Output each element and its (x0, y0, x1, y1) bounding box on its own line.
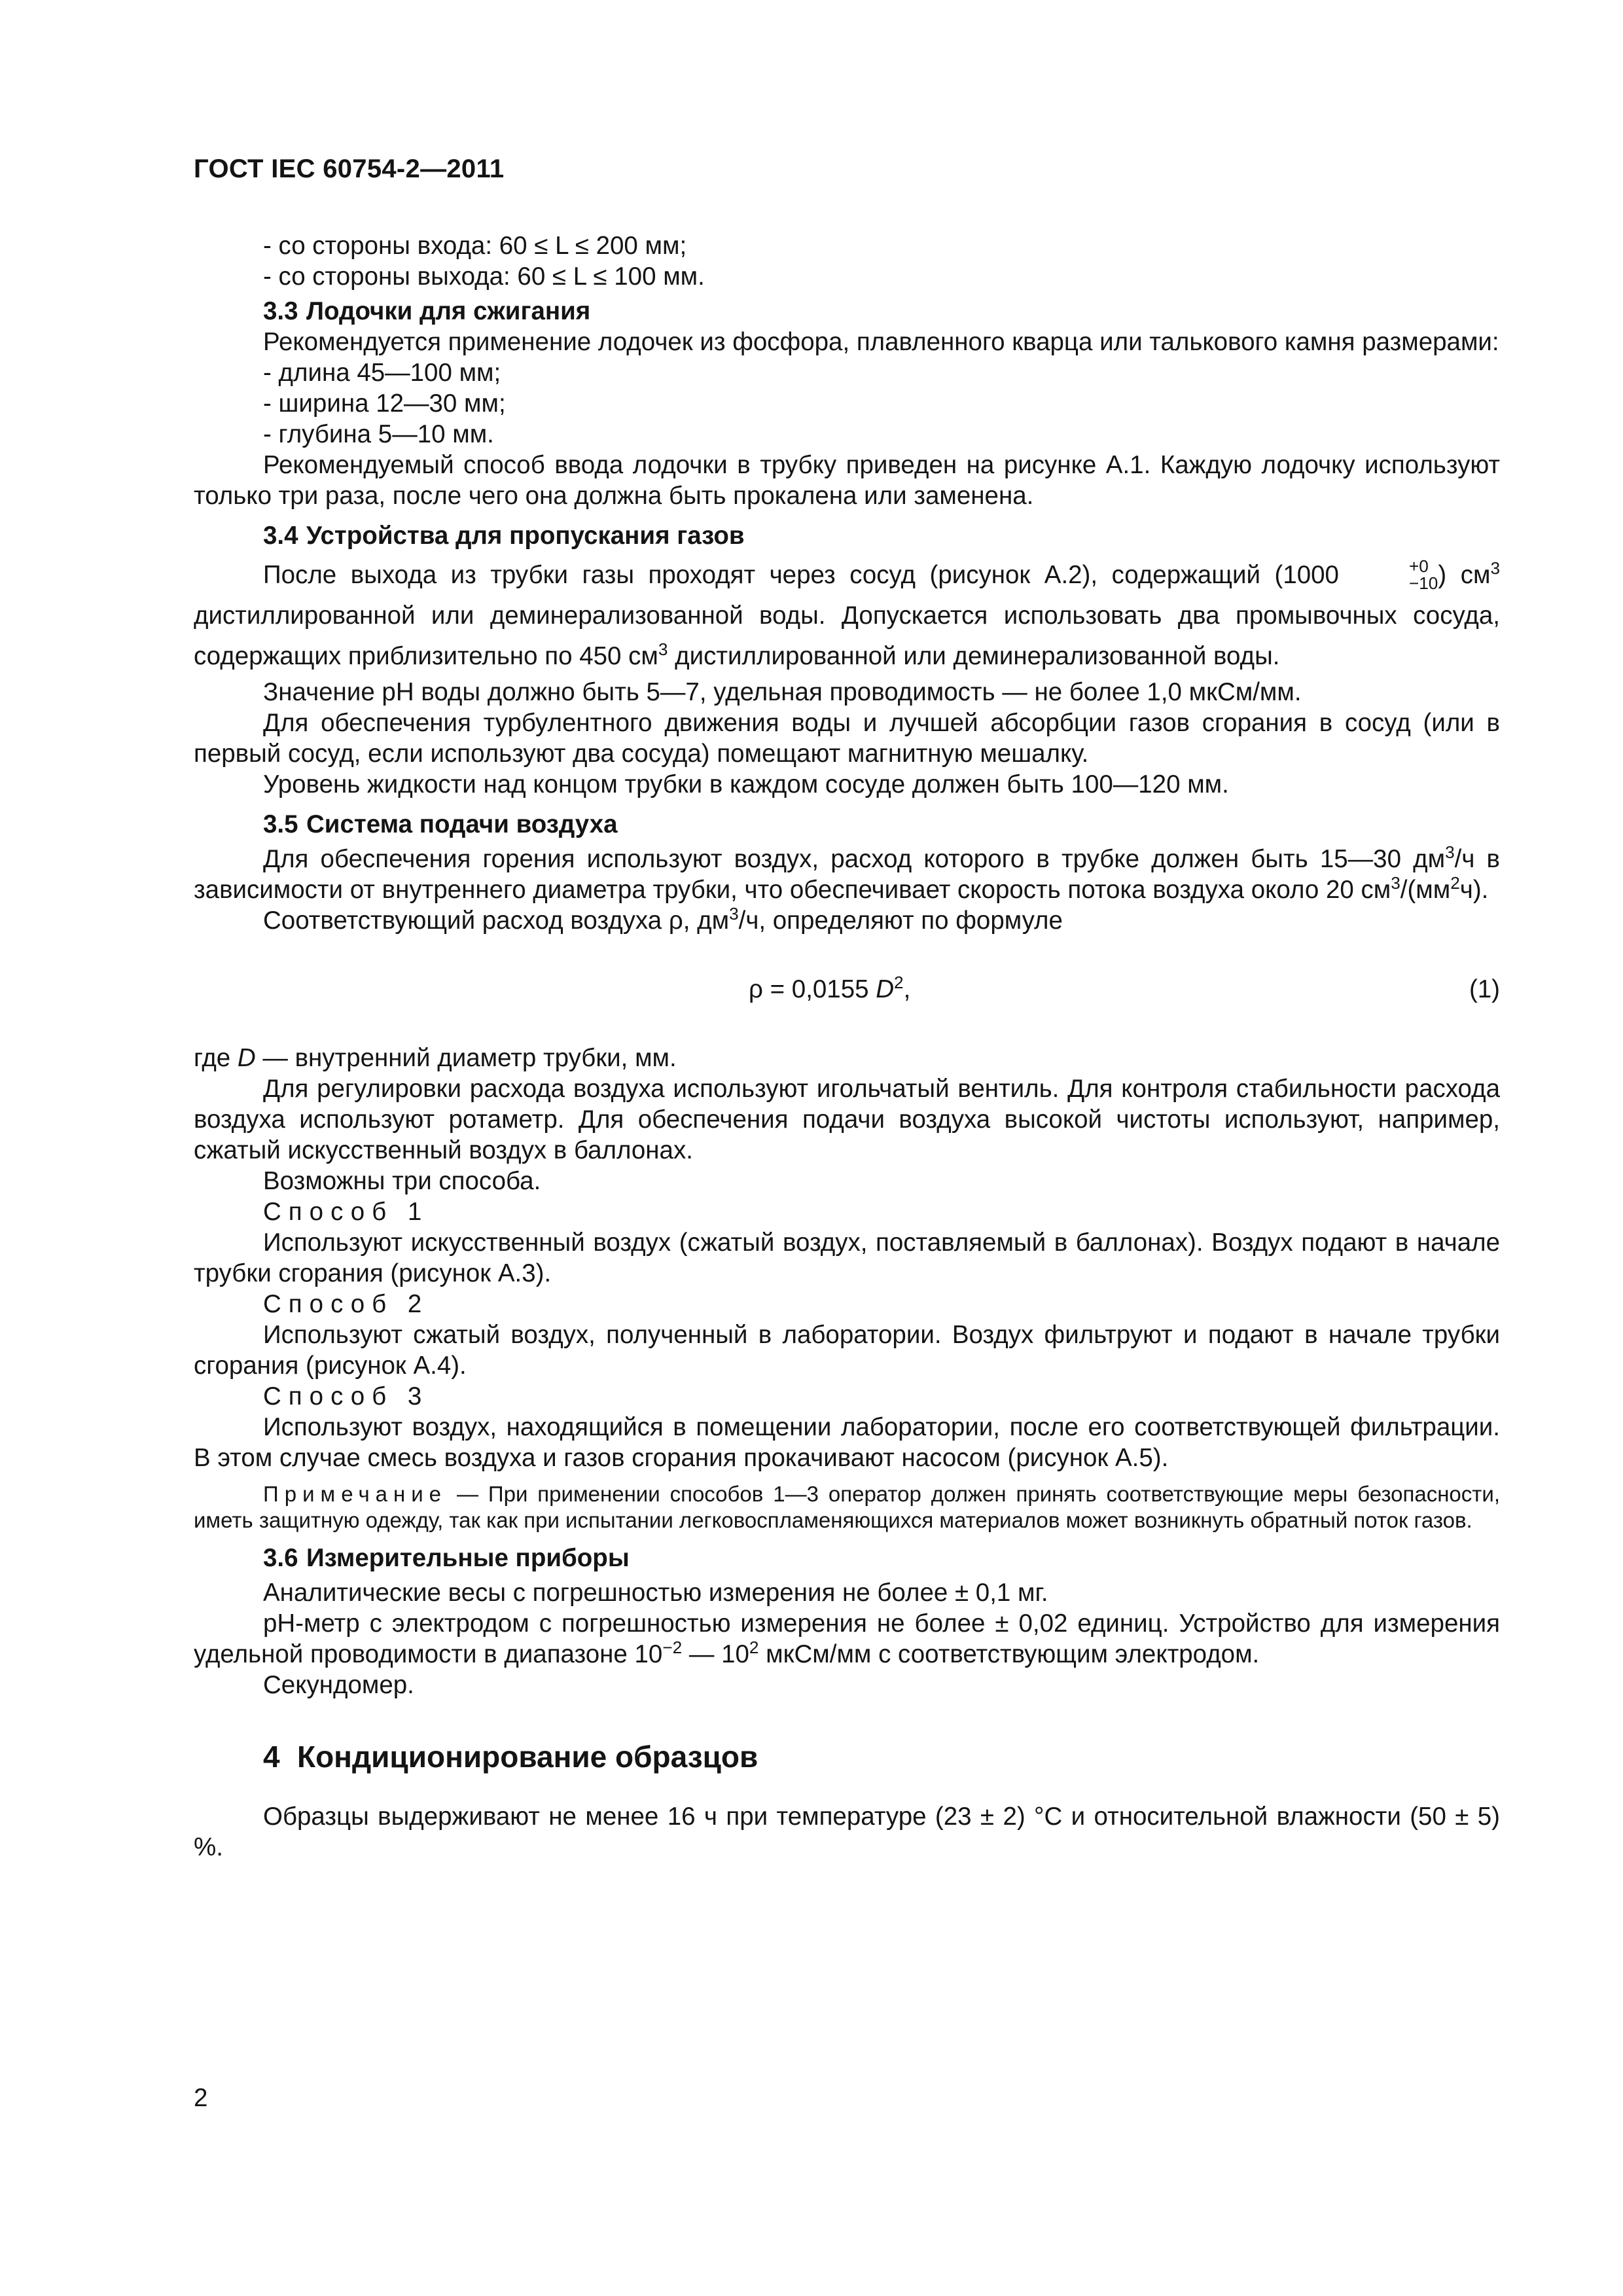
formula (194, 974, 1500, 1005)
section-number: 3.5 (263, 810, 298, 838)
superscript: 3 (658, 639, 668, 660)
superscript: 2 (749, 1638, 759, 1658)
section-title: Система подачи воздуха (306, 810, 618, 838)
formula-lhs: ρ = 0,0155 (749, 975, 876, 1003)
paragraph: Возможны три способа. (263, 1167, 541, 1195)
text: дистиллированной или деминерализованной воды. Допускается использовать два промывочных сосуда, содержащих приблизительно по 450 см (194, 601, 1500, 670)
text: Соответствующий расход воздуха ρ, дм (263, 906, 730, 935)
section-number: 4 (263, 1740, 280, 1774)
text: — внутренний диаметр трубки, мм. (255, 1044, 677, 1072)
list-item: - длина 45—100 мм; (263, 359, 501, 387)
text: После выхода из трубки газы проходят через сосуд (рисунок А.2), содержащий (1000 (263, 561, 1339, 589)
paragraph: Используют сжатый воздух, полученный в лаборатории. Воздух фильтруют и подают в начале трубки сгорания (рисунок А.4). (194, 1321, 1500, 1380)
text: Для обеспечения горения используют воздух, расход которого в трубке должен быть 15—30 дм (263, 845, 1446, 873)
formula-number: (1) (1469, 975, 1500, 1003)
text: — 10 (682, 1640, 749, 1668)
list-item: - глубина 5—10 мм. (263, 420, 494, 448)
method-2-label: Способ 2 (263, 1290, 429, 1318)
section-heading-3-6 (194, 1543, 1500, 1573)
paragraph: Используют искусственный воздух (сжатый воздух, поставляемый в баллонах). Воздух подают в начале трубки сгорания (рисунок А.3). (194, 1229, 1500, 1287)
paragraph: Используют воздух, находящийся в помещении лаборатории, после его соответствующей фильтрации. В этом случае смесь воздуха и газов сгорания прокачивают насосом (рисунок А.5). (194, 1413, 1500, 1472)
formula-where (194, 1043, 1500, 1073)
text: мкСм/мм с соответствующим электродом. (758, 1640, 1260, 1668)
paragraph: Аналитические весы с погрешностью измерения не более ± 0,1 мг. (263, 1579, 1048, 1607)
formula-exponent: 2 (894, 973, 904, 993)
document-body (194, 230, 1500, 1863)
formula-variable: D (237, 1044, 256, 1072)
method-label (194, 1289, 1500, 1319)
section-heading-3-3 (194, 296, 1500, 327)
paragraph: Для регулировки расхода воздуха используют игольчатый вентиль. Для контроля стабильности расхода воздуха используют ротаметр. Для обеспечения подачи воздуха высокой чистоты используют, например, сжатый искусственный воздух в баллонах. (194, 1075, 1500, 1164)
text: дистиллированной или деминерализованной воды. (668, 642, 1280, 670)
paragraph-tolerance (194, 555, 1500, 677)
superscript: 3 (1445, 842, 1455, 863)
section-number: 3.4 (263, 522, 298, 550)
formula-tail: , (903, 975, 911, 1003)
paragraph: Образцы выдерживают не менее 16 ч при температуре (23 ± 2) °С и относительной влажности (50 ± 5) %. (194, 1803, 1500, 1861)
section-title: Кондиционирование образцов (297, 1740, 758, 1774)
paragraph: Секундомер. (263, 1671, 414, 1699)
paragraph: Для обеспечения турбулентного движения воды и лучшей абсорбции газов сгорания в сосуд (или в первый сосуд, если используют два сосуда) помещают магнитную мешалку. (194, 709, 1500, 768)
paragraph: Уровень жидкости над концом трубки в каждом сосуде должен быть 100—120 мм. (263, 770, 1229, 798)
standard-header: ГОСТ IEC 60754-2—2011 (194, 154, 505, 183)
note (194, 1481, 1500, 1534)
paragraph: Значение pH воды должно быть 5—7, удельная проводимость — не более 1,0 мкСм/мм. (263, 678, 1302, 706)
section-number: 3.3 (263, 297, 298, 325)
paragraph (194, 844, 1500, 905)
list-item: - ширина 12—30 мм; (263, 389, 506, 418)
list-item: - со стороны выхода: 60 ≤ L ≤ 100 мм. (263, 262, 705, 291)
superscript: 3 (729, 904, 739, 924)
text: /ч в зависимости от внутреннего диаметра трубки, что обеспечивает скорость потока воздуха около 20 см (194, 845, 1501, 904)
note-text: — При применении способов 1—3 оператор должен принять соответствующие меры безопасности, иметь защитную одежду, так как при испытании легковоспламеняющихся материалов может возникнуть обратный поток газов. (194, 1482, 1500, 1532)
tolerance-minus: −10 (1408, 573, 1438, 594)
list-item: - со стороны входа: 60 ≤ L ≤ 200 мм; (263, 232, 687, 260)
paragraph (194, 905, 1500, 936)
text: ч). (1459, 876, 1489, 904)
section-title: Лодочки для сжигания (306, 297, 591, 325)
section-heading-3-5 (194, 809, 1500, 840)
superscript: 3 (1490, 558, 1500, 579)
paragraph: Рекомендуемый способ ввода лодочки в трубку приведен на рисунке А.1. Каждую лодочку используют только три раза, после чего она должна быть прокалена или заменена. (194, 451, 1500, 510)
method-label (194, 1381, 1500, 1412)
text: где (194, 1044, 238, 1072)
method-1-label: Способ 1 (263, 1198, 429, 1226)
section-title: Измерительные приборы (306, 1544, 630, 1572)
text: ) см (1438, 561, 1491, 589)
tolerance (1340, 558, 1438, 592)
text: pH-метр с электродом с погрешностью измерения не более ± 0,02 единиц. Устройство для измерения удельной проводимости в диапазоне 10 (194, 1609, 1500, 1668)
paragraph: Рекомендуется применение лодочек из фосфора, плавленного кварца или талькового камня размерами: (263, 328, 1499, 356)
text: /ч, определяют по формуле (738, 906, 1063, 935)
section-heading-3-4 (194, 520, 1500, 551)
superscript: 3 (1391, 873, 1400, 893)
section-title: Устройства для пропускания газов (306, 522, 745, 550)
page-number: 2 (194, 2084, 208, 2112)
note-label: Примечание (263, 1482, 448, 1506)
section-heading-4 (194, 1738, 1500, 1775)
superscript: −2 (662, 1638, 683, 1658)
paragraph (194, 1608, 1500, 1670)
superscript: 2 (1450, 873, 1460, 893)
formula-expression (749, 974, 910, 1005)
text: /(мм (1400, 876, 1451, 904)
tolerance-plus: +0 (1408, 556, 1429, 576)
method-label (194, 1196, 1500, 1227)
formula-variable: D (876, 975, 895, 1003)
section-number: 3.6 (263, 1544, 298, 1572)
method-3-label: Способ 3 (263, 1382, 429, 1410)
